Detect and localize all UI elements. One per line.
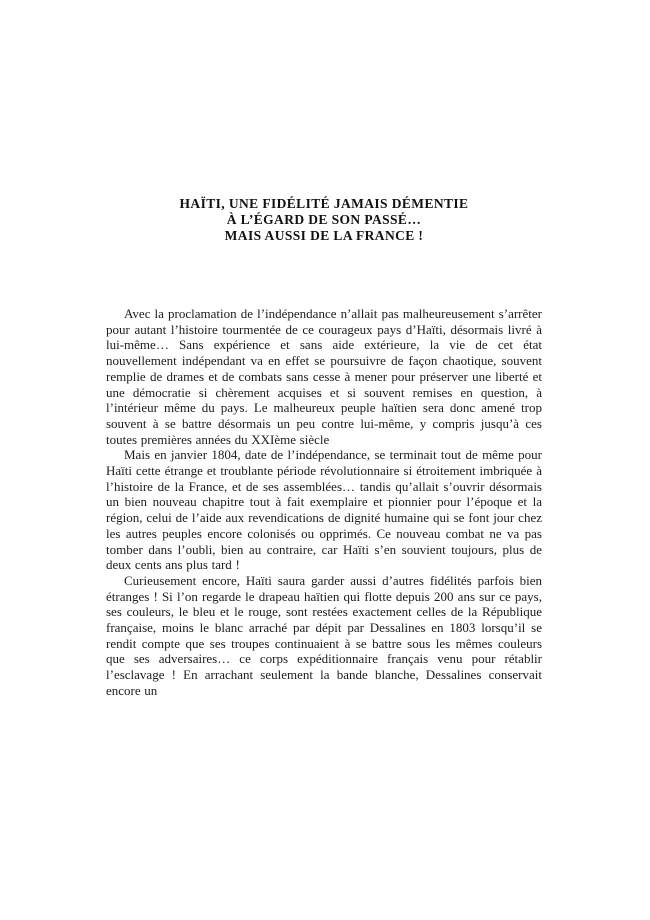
paragraph: Curieusement encore, Haïti saura garder aussi d’autres fidélités parfois bien étranges ! Si l’on regarde le drapeau haïtien qui flotte depuis 200 ans sur ce pays, ses couleurs, le bleu et le rouge, sont restées exactement celles de la République française, moins le blanc arraché par dépit par Dessalines en 1803 lorsqu’il se rendit compte que ses troupes continuaient à se battre sous les mêmes couleurs que ses adversaires… ce corps expéditionnaire français venu pour rétablir l’esclavage ! En arrachant seulement la bande blanche, Dessalines conservait encore un [106,572,542,698]
chapter-title-line-3: MAIS AUSSI DE LA FRANCE ! [224,228,424,243]
chapter-title [106,196,542,244]
chapter-title-line-2: À L’ÉGARD DE SON PASSÉ… [226,212,422,227]
body-text [106,306,542,699]
paragraph: Mais en janvier 1804, date de l’indépendance, se terminait tout de même pour Haïti cette étrange et troublante période révolutionnaire si étroitement imbriquée à l’histoire de la France, et de ses assemblées… tandis qu’allait s’ouvrir désormais un bien nouveau chapitre tout à fait exemplaire et pionnier pour l’époque et la région, celui de l’aide aux revendications de dignité humaine qui se font jour chez les autres peuples encore colonisés ou opprimés. Ce nouveau combat ne va pas tomber dans l’oubli, bien au contraire, car Haïti s’en souvient toujours, plus de deux cents ans plus tard ! [106,447,542,573]
paragraph: Avec la proclamation de l’indépendance n’allait pas malheureusement s’arrêter pour autant l’histoire tourmentée de ce courageux pays d’Haïti, désormais livré à lui-même… Sans expérience et sans aide extérieure, la vie de cet état nouvellement indépendant va en effet se poursuivre de façon chaotique, souvent remplie de drames et de combats sans cesse à mener pour préserver une liberté et une démocratie si chèrement acquises et si souvent remises en question, à l’intérieur même du pays. Le malheureux peuple haïtien sera donc amené trop souvent à se battre désormais un peu contre lui-même, y compris jusqu’à ces toutes premières années du XXIème siècle [106,306,542,447]
chapter-title-line-1: HAÏTI, UNE FIDÉLITÉ JAMAIS DÉMENTIE [179,196,469,211]
